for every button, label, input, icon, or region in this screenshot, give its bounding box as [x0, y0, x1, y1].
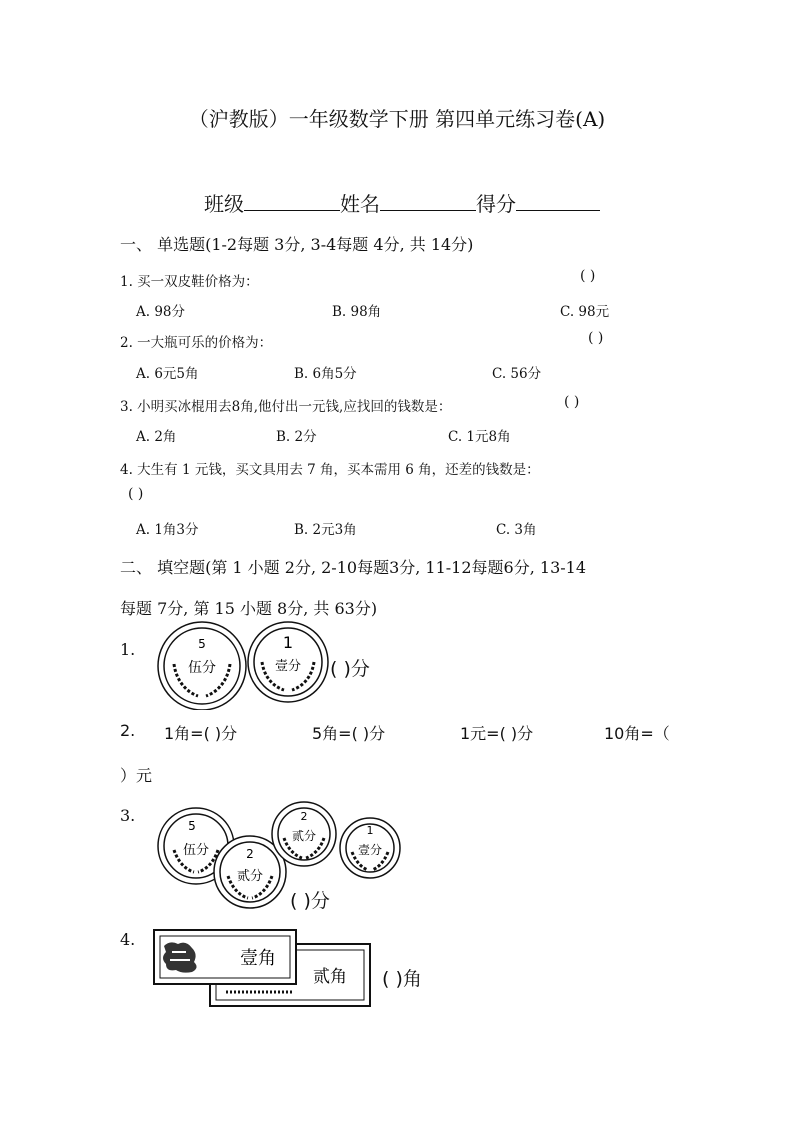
section-2-heading-line-1: 二、 填空题(第 1 小题 2分, 2-10每题3分, 11-12每题6分, 13-14	[120, 558, 587, 577]
question-3-option-a[interactable]: A. 2角	[136, 429, 177, 445]
question-4-option-b[interactable]: B. 2元3角	[294, 522, 357, 538]
coin-4-numeral: 1	[366, 824, 374, 837]
question-3-answer-paren[interactable]: ( )	[564, 394, 580, 410]
question-4-option-c[interactable]: C. 3角	[496, 522, 537, 538]
coin-3-numeral: 2	[300, 810, 308, 823]
question-3-option-c[interactable]: C. 1元8角	[448, 429, 511, 445]
question-4-text: 4. 大生有 1 元钱，买文具用去 7 角，买本需用 6 角，还差的钱数是：	[120, 462, 540, 478]
question-2-answer-paren[interactable]: ( )	[588, 330, 604, 346]
question-3-option-b[interactable]: B. 2分	[276, 429, 317, 445]
banknote-2-label: 贰角	[313, 967, 347, 987]
coin-1-numeral: 5	[188, 819, 196, 833]
coin-2-numeral: 1	[282, 633, 294, 652]
score-label: 得分	[476, 192, 516, 216]
coin-2-label: 贰分	[236, 869, 264, 884]
question-1-option-b[interactable]: B. 98角	[332, 304, 382, 320]
fill-question-3-answer[interactable]: ( )分	[290, 890, 330, 912]
coin-yifen-icon	[340, 818, 400, 878]
coin-erfen-icon	[272, 802, 336, 866]
name-blank[interactable]	[380, 192, 476, 211]
banknote-yijiao-icon	[154, 930, 296, 984]
question-1-text: 1. 买一双皮鞋价格为：	[120, 274, 259, 290]
coin-4-label: 壹分	[357, 843, 383, 857]
coin-1-numeral: 5	[198, 637, 206, 651]
coin-2-label: 壹分	[274, 659, 302, 674]
fill-question-1-answer[interactable]: ( )分	[330, 658, 370, 680]
class-label: 班级	[204, 192, 244, 216]
fill-question-2-part-3[interactable]: 1元=( )分	[460, 724, 534, 743]
question-2-option-c[interactable]: C. 56分	[492, 366, 542, 382]
coin-1-label: 伍分	[188, 660, 216, 676]
coin-3-label: 贰分	[291, 829, 317, 843]
score-blank[interactable]	[516, 192, 600, 211]
question-2-option-b[interactable]: B. 6角5分	[294, 366, 357, 382]
fill-question-3-number: 3.	[120, 806, 136, 825]
fill-question-2-part-1[interactable]: 1角=( )分	[164, 724, 238, 743]
question-1-answer-paren[interactable]: ( )	[580, 268, 596, 284]
name-label: 姓名	[340, 192, 380, 216]
class-blank[interactable]	[244, 192, 340, 211]
fill-question-4-banknotes-picture	[152, 928, 376, 1012]
fill-question-4-number: 4.	[120, 930, 136, 949]
page-title: （沪教版）一年级数学下册 第四单元练习卷(A)	[188, 107, 606, 131]
fill-question-2-tail: ）元	[120, 766, 153, 785]
section-2-heading-line-2: 每题 7分, 第 15 小题 8分, 共 63分)	[120, 599, 378, 618]
coin-yifen-icon	[248, 622, 328, 702]
fill-question-3-coins-picture	[156, 800, 406, 912]
student-info-line	[204, 188, 600, 217]
fill-question-2-number: 2.	[120, 721, 136, 740]
question-3-text: 3. 小明买冰棍用去8角,他付出一元钱,应找回的钱数是：	[120, 399, 452, 415]
section-1-heading: 一、 单选题(1-2每题 3分, 3-4每题 4分, 共 14分)	[120, 235, 474, 254]
coin-1-label: 伍分	[182, 843, 210, 858]
question-1-option-c[interactable]: C. 98元	[560, 304, 610, 320]
question-1-option-a[interactable]: A. 98分	[136, 304, 186, 320]
banknote-1-label: 壹角	[240, 948, 276, 969]
fill-question-2-part-4[interactable]: 10角=（	[604, 724, 670, 743]
coin-wufen-icon	[158, 622, 246, 710]
coin-2-numeral: 2	[246, 847, 254, 861]
question-2-option-a[interactable]: A. 6元5角	[136, 366, 199, 382]
fill-question-1-coins-picture	[156, 620, 332, 710]
fill-question-4-answer[interactable]: ( )角	[382, 968, 422, 990]
question-4-option-a[interactable]: A. 1角3分	[136, 522, 199, 538]
fill-question-1-number: 1.	[120, 640, 136, 659]
fill-question-2-part-2[interactable]: 5角=( )分	[312, 724, 386, 743]
question-4-answer-paren[interactable]: ( )	[128, 486, 144, 502]
question-2-text: 2. 一大瓶可乐的价格为：	[120, 335, 273, 351]
